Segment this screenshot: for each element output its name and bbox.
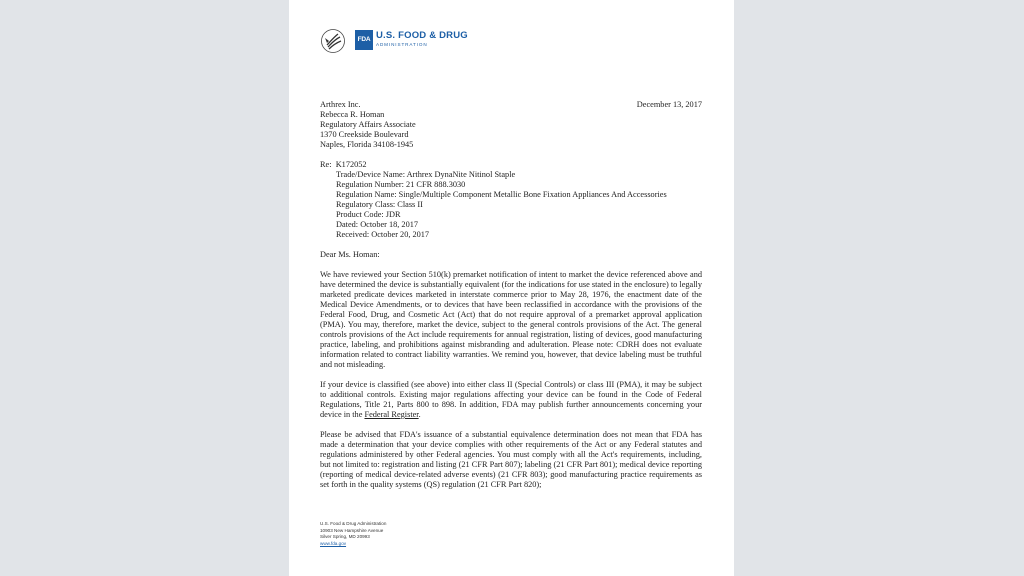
reference-detail: Regulation Name: Single/Multiple Component Metallic Bone Fixation Appliances And Accessories (336, 190, 667, 199)
reference-detail: Dated: October 18, 2017 (336, 220, 419, 229)
paragraph-end: . (418, 410, 421, 419)
reference-details (320, 170, 702, 240)
footer-line: U.S. Food & Drug Administration (320, 521, 387, 526)
address-line: 1370 Creekside Boulevard (320, 130, 409, 139)
address-line: Regulatory Affairs Associate (320, 120, 416, 129)
paragraph-determination: We have reviewed your Section 510(k) premarket notification of intent to market the device referenced above and have determined the device is substantially equivalent (for the indications for use stated in the enclosure) to legally marketed predicate devices marketed in interstate commerce prior to May 28, 1976, the enactment date of the Medical Device Amendments, or to devices that have been reclassified in accordance with the provisions of the Federal Food, Drug, and Cosmetic Act (Act) that do not require approval of a premarket approval application (PMA). You may, therefore, market the device, subject to the general controls provisions of the Act. The general controls provisions of the Act include requirements for annual registration, listing of devices, good manufacturing practice, labeling, and prohibitions against misbranding and adulteration. Please note: CDRH does not evaluate information related to contract liability warranties. We remind you, however, that device labeling must be truthful and not misleading. (320, 270, 702, 369)
reference-number-line (320, 160, 702, 170)
paragraph-additional-controls (320, 380, 702, 420)
reference-detail: Regulation Number: 21 CFR 888.3030 (336, 180, 466, 189)
agency-name: U.S. FOOD & DRUG (376, 30, 468, 41)
address-line: Naples, Florida 34108-1945 (320, 140, 414, 149)
address-line: Rebecca R. Homan (320, 110, 385, 119)
document-page (289, 0, 734, 576)
reference-detail: Product Code: JDR (336, 210, 401, 219)
reference-detail: Trade/Device Name: Arthrex DynaNite Nitinol Staple (336, 170, 516, 179)
agency-subtitle: ADMINISTRATION (376, 42, 428, 47)
reference-block (320, 160, 702, 240)
fda-website-link[interactable]: www.fda.gov (320, 540, 347, 546)
fda-badge: FDA (355, 30, 373, 50)
hhs-eagle-icon (320, 28, 348, 54)
letter-date: December 13, 2017 (636, 100, 702, 109)
re-label: Re: (320, 160, 332, 169)
reference-number: K172052 (335, 160, 367, 169)
reference-detail: Regulatory Class: Class II (336, 200, 423, 209)
salutation: Dear Ms. Homan: (320, 250, 380, 259)
footer-line: 10903 New Hampshire Avenue (320, 527, 384, 533)
reference-detail: Received: October 20, 2017 (336, 230, 430, 239)
paragraph-compliance: Please be advised that FDA's issuance of a substantial equivalence determination does not mean that FDA has made a determination that your device complies with other requirements of the Act or any Federal statutes and regulations administered by other Federal agencies. You must comply with all the Act's requirements, including, but not limited to: registration and listing (21 CFR Part 807); labeling (21 CFR Part 801); medical device reporting (reporting of medical device-related adverse events) (21 CFR 803); good manufacturing practice requirements as set forth in the quality systems (QS) regulation (21 CFR Part 820); (320, 430, 702, 489)
paragraph-text: If your device is classified (see above) into either class II (Special Controls) or class III (PMA), it may be subject to additional controls. Existing major regulations affecting your device can be found in the Code of Federal Regulations, Title 21, Parts 800 to 898. In addition, FDA may publish further announcements concerning your device in the (320, 380, 702, 419)
footer-line: Silver Spring, MD 20993 (320, 534, 370, 540)
federal-register-text: Federal Register (364, 410, 419, 419)
address-line: Arthrex Inc. (320, 100, 361, 109)
footer-address (320, 521, 386, 547)
letter-body (320, 100, 702, 490)
